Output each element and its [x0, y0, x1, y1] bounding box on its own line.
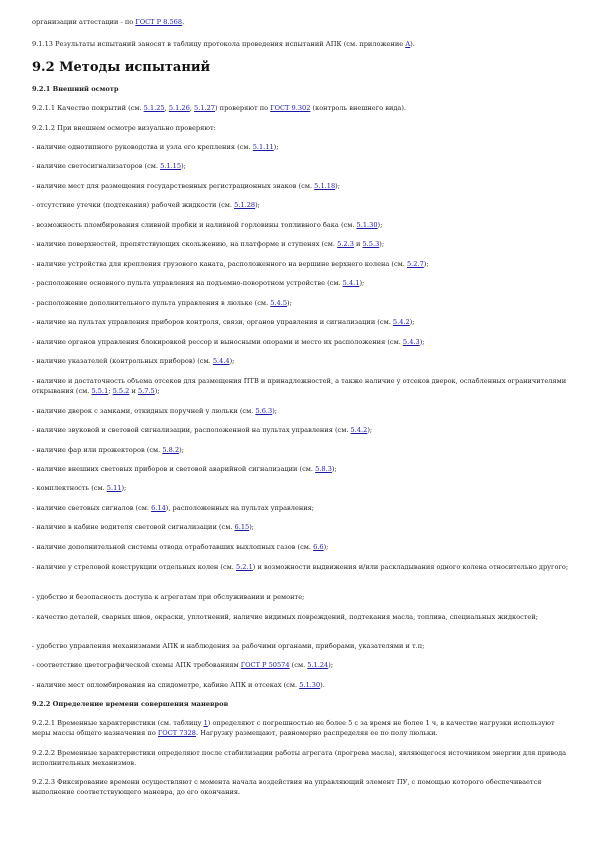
paragraph	[32, 661, 572, 671]
reference-link[interactable]: 5.5.3	[362, 240, 380, 248]
text-run: 9.1.13 Результаты испытаний заносят в таблицу протокола проведения испытаний АПК (см. приложение	[32, 40, 406, 48]
text-run: );	[273, 143, 279, 151]
reference-link[interactable]: 5.1.24	[307, 661, 329, 669]
text-run: . Нагрузку размещают, равномерно распределяя ее по полу люльки.	[196, 728, 438, 737]
text-run: );	[179, 446, 184, 454]
text-run: 9.2.1 Внешний осмотр	[32, 85, 119, 93]
reference-link[interactable]: 5.1.27	[194, 104, 216, 112]
text-run: - наличие мест опломбирования на спидометре, кабине АПК и отсеках (см.	[32, 681, 300, 689]
text-run: );	[272, 407, 278, 415]
text-run: - удобство управления механизмами АПК и наблюдения за рабочими органами, приборами, указателями и т.п;	[32, 642, 425, 650]
text-run: );	[359, 279, 365, 287]
text-run: - наличие фар или прожекторов (см.	[32, 446, 163, 454]
paragraph	[32, 260, 572, 270]
text-run: ), расположенных на пультах управления;	[165, 504, 315, 512]
paragraph	[32, 201, 572, 211]
text-run: );	[419, 338, 425, 346]
text-run: (контроль внешнего вида).	[310, 104, 406, 112]
reference-link[interactable]: 5.11	[106, 484, 122, 492]
text-run: 9.2.2.1 Временные характеристики (см. таблицу	[32, 719, 204, 727]
text-run: );	[249, 523, 255, 531]
text-run: - наличие поверхностей, препятствующих скольжению, на платформе и ступенях (см.	[32, 240, 338, 248]
paragraph	[32, 299, 572, 309]
text-run: );	[423, 260, 429, 268]
paragraph	[32, 778, 572, 797]
text-run: - наличие световых сигналов (см.	[32, 504, 152, 512]
text-run: - наличие органов управления блокировкой рессор и выносными опорами и место их расположения (см.	[32, 338, 403, 346]
reference-link[interactable]: 5.1.26	[168, 104, 190, 112]
reference-link[interactable]: 6.14	[151, 504, 166, 512]
text-run: );	[323, 543, 329, 551]
paragraph	[32, 523, 572, 533]
text-run: - наличие у стреловой конструкции отдельных колен (см.	[32, 563, 237, 571]
reference-link[interactable]: 5.1.28	[234, 201, 256, 209]
text-run: - соответствие цветографической схемы АПК требованиям	[32, 661, 241, 669]
text-run: .	[182, 18, 185, 26]
text-run: ) определяют с погрешностью не более 5 с за время не более 1 ч, в качестве нагрузки используют меры массы общего назначения по	[32, 719, 555, 737]
paragraph	[32, 279, 572, 289]
text-run: - наличие внешних световых приборов и световой аварийной сигнализации (см.	[32, 465, 316, 473]
text-run: );	[255, 201, 260, 209]
paragraph	[32, 407, 572, 417]
text-run: (см.	[289, 661, 308, 669]
paragraph	[32, 18, 572, 28]
text-run: );	[154, 386, 160, 395]
paragraph	[32, 240, 572, 250]
reference-link[interactable]: 5.8.2	[162, 446, 180, 454]
text-run: - расположение основного пульта управления на подъемно-поворотном устройстве (см.	[32, 279, 343, 287]
paragraph	[32, 719, 572, 738]
text-run: );	[121, 484, 127, 492]
reference-link[interactable]: 5.2.1	[236, 563, 253, 571]
paragraph	[32, 504, 572, 514]
reference-link[interactable]: ГОСТ Р 8.568	[135, 18, 183, 26]
text-run: - наличие и достаточность объема отсеков для размещения ПТВ и принадлежностей, а также наличие у отсеков дверок, ослабленных ограничителями открывания (см.	[32, 377, 567, 395]
text-run: - наличие на пультах управления приборов контроля, связи, органов управления и сигнализации (см.	[32, 318, 393, 326]
text-run: ,	[189, 104, 195, 112]
text-run: - наличие мест для размещения государственных регистрационных знаков (см.	[32, 182, 315, 190]
text-run: - качество деталей, сварных швов, окраски, уплотнений, наличие видимых повреждений, подтекания масла, топлива, специальных жидкостей;	[32, 613, 538, 621]
text-run: 9.2.2.3 Фиксирование времени осуществляют с момента начала воздействия на управляющий элемент ПУ, с помощью которого обеспечивается выполнение соответствующего маневра, до его окончания.	[32, 778, 542, 796]
text-run: );	[377, 221, 383, 229]
text-run: ).	[410, 40, 415, 48]
text-run: и	[353, 240, 363, 248]
text-run: );	[229, 357, 235, 365]
text-run: ).	[320, 681, 325, 689]
paragraph	[32, 40, 572, 50]
text-run: - удобство и безопасность доступа к агрегатам при обслуживании и ремонте;	[32, 593, 305, 601]
reference-link[interactable]: 5.2.7	[406, 260, 424, 268]
section-heading: 9.2 Методы испытаний	[32, 60, 211, 75]
paragraph	[32, 162, 572, 172]
reference-link[interactable]: 5.4.4	[212, 357, 230, 365]
reference-link[interactable]: 5.1.15	[160, 162, 182, 170]
reference-link[interactable]: 5.2.3	[337, 240, 354, 248]
reference-link[interactable]: 6.15	[234, 523, 250, 531]
text-run: );	[367, 426, 373, 434]
paragraph	[32, 377, 572, 396]
text-run: - наличие дополнительной системы отвода отработавших выхлопных газов (см.	[32, 543, 314, 551]
subsection-heading	[32, 700, 572, 710]
reference-link[interactable]: 5.4.3	[402, 338, 420, 346]
paragraph	[32, 221, 572, 231]
text-run: );	[379, 240, 385, 248]
reference-link[interactable]: ГОСТ Р 50574	[240, 661, 290, 669]
paragraph	[32, 465, 572, 475]
text-run: );	[409, 318, 415, 326]
paragraph	[32, 446, 572, 456]
text-run: - наличие в кабине водителя световой сигнализации (см.	[32, 523, 235, 531]
subsection-heading	[32, 85, 572, 95]
text-run: 9.2.2 Определение времени совершения маневров	[32, 700, 229, 708]
text-run: - расположение дополнительного пульта управления в люльке (см.	[32, 299, 271, 307]
text-run: - наличие звуковой и световой сигнализации, расположенной на пультах управления (см.	[32, 426, 351, 434]
paragraph	[32, 124, 572, 134]
reference-link[interactable]: 5.1.25	[143, 104, 165, 112]
paragraph	[32, 318, 572, 328]
paragraph	[32, 104, 572, 114]
text-run: и	[129, 386, 138, 395]
text-run: - возможность пломбирования сливной пробки и наливной горловины топливного бака (см.	[32, 221, 357, 229]
paragraph	[32, 357, 572, 367]
reference-link[interactable]: 5.7.5	[137, 386, 155, 395]
reference-link[interactable]: 5.5.1	[91, 386, 109, 395]
text-run: - наличие светосигнализаторов (см.	[32, 162, 161, 170]
text-run: );	[287, 299, 292, 307]
text-run: ,	[164, 104, 169, 112]
reference-link[interactable]: 5.5.2	[112, 386, 130, 395]
reference-link[interactable]: ГОСТ 7328	[157, 728, 196, 737]
text-run: ) проверяют по	[215, 104, 271, 112]
paragraph	[32, 143, 572, 153]
paragraph	[32, 749, 572, 768]
text-run: - комплектность (см.	[32, 484, 107, 492]
reference-link[interactable]: 5.6.3	[255, 407, 273, 415]
reference-link[interactable]: 5.1.30	[356, 221, 378, 229]
text-run: );	[181, 162, 186, 170]
text-run: );	[331, 465, 337, 473]
text-run: ) и возможности выдвижения и/или раскладывания одного колена относительно другого;	[252, 563, 569, 571]
paragraph	[32, 593, 572, 603]
paragraph	[32, 426, 572, 436]
reference-link[interactable]: 5.4.2	[350, 426, 368, 434]
paragraph	[32, 182, 572, 192]
reference-link[interactable]: 5.1.11	[252, 143, 274, 151]
text-run: - наличие дверок с замками, откидных поручней у люльки (см.	[32, 407, 256, 415]
reference-link[interactable]: 5.1.18	[314, 182, 336, 190]
text-run: - отсутствие утечки (подтекания) рабочей жидкости (см.	[32, 201, 235, 209]
reference-link[interactable]: ГОСТ 9.302	[270, 104, 311, 112]
paragraph	[32, 642, 572, 652]
text-run: 9.2.1.1 Качество покрытий (см.	[32, 104, 144, 112]
reference-link[interactable]: 5.8.3	[315, 465, 332, 473]
paragraph	[32, 563, 572, 573]
reference-link[interactable]: 5.4.2	[392, 318, 410, 326]
reference-link[interactable]: 1	[203, 719, 208, 727]
reference-link[interactable]: 5.4.1	[342, 279, 360, 287]
reference-link[interactable]: 6.6	[313, 543, 324, 551]
text-run: организации аттестации - по	[32, 18, 136, 26]
text-run: 9.2.1.2 При внешнем осмотре визуально проверяют:	[32, 124, 216, 132]
text-run: );	[328, 661, 334, 669]
text-run: - наличие устройства для крепления грузового каната, расположенного на вершине верхнего колена (см.	[32, 260, 407, 268]
paragraph	[32, 543, 572, 553]
reference-link[interactable]: 5.1.30	[299, 681, 321, 689]
text-run: 9.2.2.2 Временные характеристики определяют после стабилизации работы агрегата (прогрева масла), являющегося источником энергии для привода исполнительных механизмов.	[32, 749, 567, 767]
reference-link[interactable]: А	[405, 40, 411, 48]
text-run: - наличие указателей (контрольных приборов) (см.	[32, 357, 213, 365]
paragraph	[32, 338, 572, 348]
text-run: - наличие однотипного руководства и узла его крепления (см.	[32, 143, 253, 151]
text-run: );	[335, 182, 340, 190]
reference-link[interactable]: 5.4.5	[270, 299, 288, 307]
paragraph	[32, 681, 572, 691]
paragraph	[32, 484, 572, 494]
text-run: ;	[108, 386, 113, 395]
paragraph	[32, 613, 572, 623]
